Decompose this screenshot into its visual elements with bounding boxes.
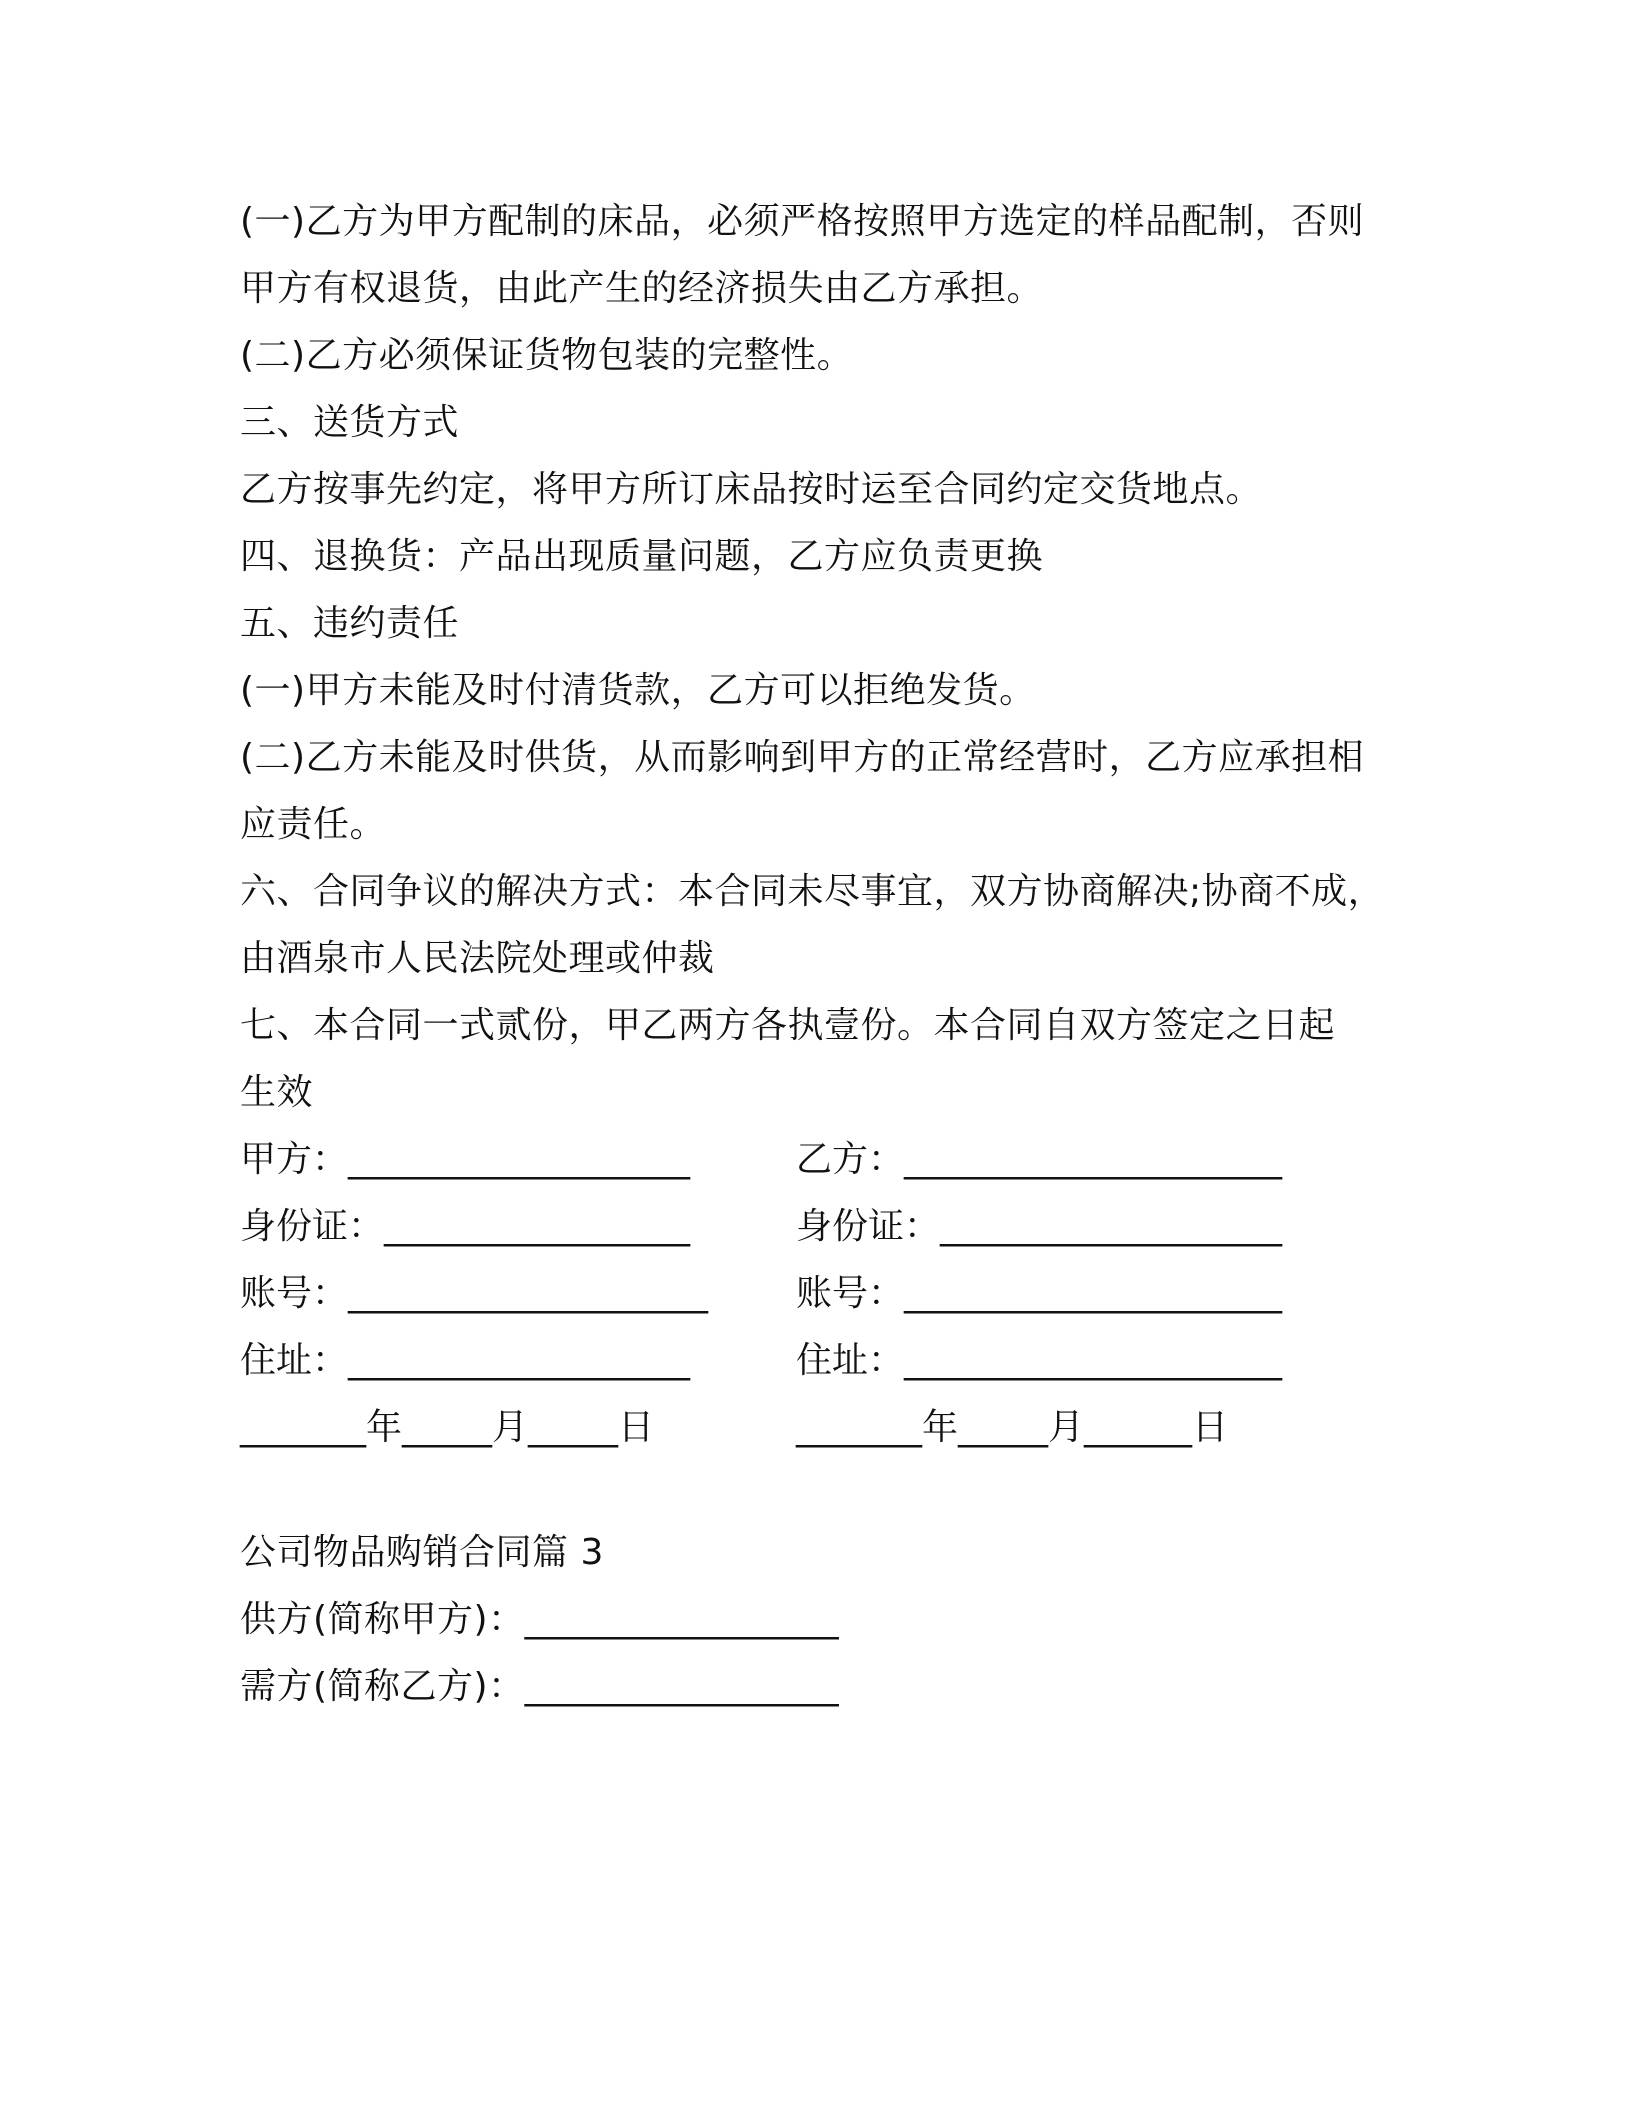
party-b-date-field: _______年_____月______日	[796, 1407, 1228, 1448]
party-a-date-field: _______年_____月_____日	[240, 1407, 654, 1448]
signature-row-id	[240, 1193, 1400, 1260]
party-b-address-field: 住址：_____________________	[796, 1340, 1283, 1381]
clause-line: (二)乙方必须保证货物包装的完整性。	[240, 335, 854, 376]
next-contract-section	[240, 1519, 1400, 1720]
clause-line: 甲方有权退货，由此产生的经济损失由乙方承担。	[240, 268, 1044, 309]
section-heading-liability: 五、违约责任	[240, 603, 460, 644]
section-heading-returns: 四、退换货：产品出现质量问题，乙方应负责更换	[240, 536, 1044, 577]
party-b-account-field: 账号：_____________________	[796, 1273, 1283, 1314]
party-a-account-field: 账号：____________________	[240, 1273, 709, 1314]
clause-line: 乙方按事先约定，将甲方所订床品按时运至合同约定交货地点。	[240, 469, 1263, 510]
section-heading-disputes: 六、合同争议的解决方式：本合同未尽事宜，双方协商解决;协商不成，	[240, 871, 1385, 912]
party-a-id-field: 身份证：_________________	[240, 1206, 691, 1247]
signature-row-address	[240, 1327, 1400, 1394]
clause-line: (一)乙方为甲方配制的床品，必须严格按照甲方选定的样品配制，否则	[240, 201, 1365, 242]
signature-row-account	[240, 1260, 1400, 1327]
contract-clauses	[240, 188, 1400, 1126]
section-title: 公司物品购销合同篇 3	[240, 1532, 604, 1573]
clause-line: (一)甲方未能及时付清货款，乙方可以拒绝发货。	[240, 670, 1036, 711]
section-heading-copies: 七、本合同一式贰份，甲乙两方各执壹份。本合同自双方签定之日起	[240, 1005, 1336, 1046]
clause-line: 由酒泉市人民法院处理或仲裁	[240, 938, 715, 979]
clause-line: 应责任。	[240, 804, 387, 845]
signature-row-date	[240, 1394, 1400, 1461]
party-a-address-field: 住址：___________________	[240, 1340, 691, 1381]
clause-line: 生效	[240, 1072, 314, 1113]
party-a-field: 甲方：___________________	[240, 1139, 691, 1180]
clause-line: (二)乙方未能及时供货，从而影响到甲方的正常经营时，乙方应承担相	[240, 737, 1365, 778]
section-spacer	[240, 1461, 1400, 1519]
party-b-field: 乙方：_____________________	[796, 1139, 1283, 1180]
signature-row-party	[240, 1126, 1400, 1193]
section-heading-delivery: 三、送货方式	[240, 402, 460, 443]
buyer-field: 需方(简称乙方)：_________________	[240, 1666, 840, 1707]
supplier-field: 供方(简称甲方)：_________________	[240, 1599, 840, 1640]
document-page	[240, 188, 1400, 1720]
signature-block	[240, 1126, 1400, 1461]
party-b-id-field: 身份证：___________________	[796, 1206, 1283, 1247]
